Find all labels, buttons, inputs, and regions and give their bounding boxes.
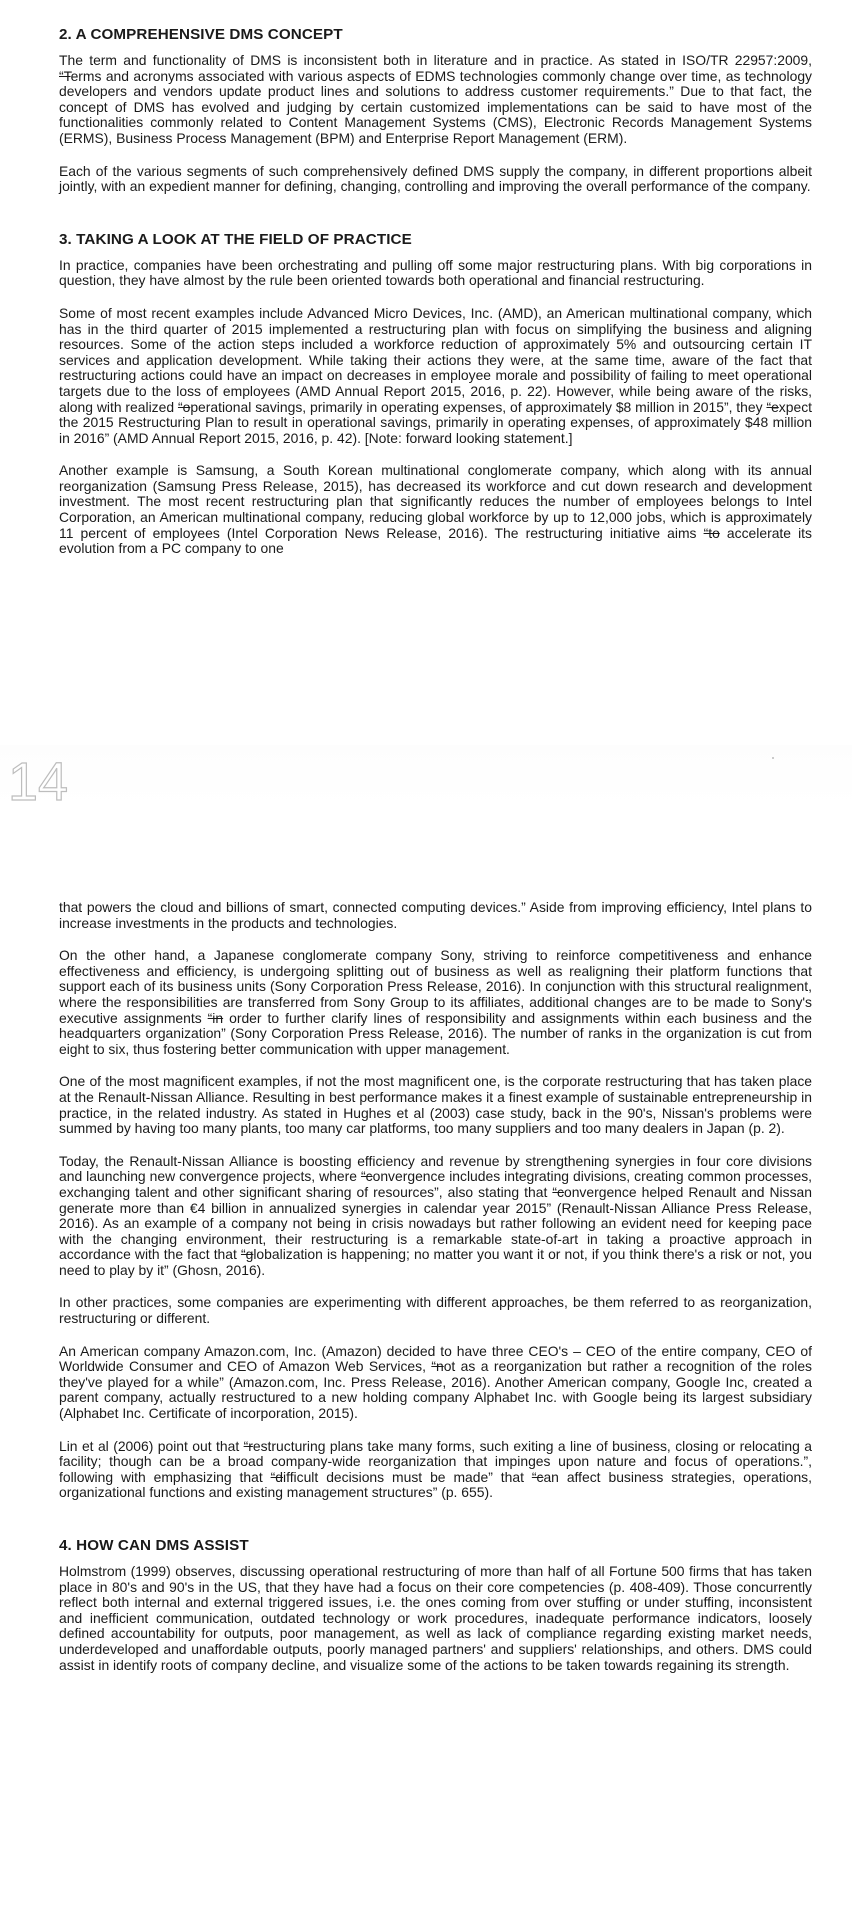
document-page-bottom bbox=[0, 900, 852, 1920]
section-3-paragraph-4: that powers the cloud and billions of smart, connected computing devices.” Aside from improving efficiency, Intel plans to increase investments in the products and technologies. bbox=[59, 899, 812, 931]
section-3-paragraph-6: One of the most magnificent examples, if not the most magnificent one, is the corporate restructuring that has taken place at the Renault-Nissan Alliance. Resulting in best performance makes it a finest example of sustainable entrepreneurship in practice, in the related industry. As stated in Hughes et al (2003) case study, back in the 90's, Nissan's problems were summed by having too many plants, too many car platforms, too many suppliers and too many dealers in Japan (p. 2). bbox=[59, 1073, 812, 1137]
section-3-paragraph-8: In other practices, some companies are experimenting with different approaches, be them referred to as reorganization, restructuring or different. bbox=[59, 1294, 812, 1327]
section-3-paragraph-1: In practice, companies have been orchestrating and pulling off some major restructuring plans. With big corporations in question, they have almost by the rule been oriented towards both operational and financial restructuring. bbox=[59, 256, 812, 289]
section-4-paragraph-1: Holmstrom (1999) observes, discussing operational restructuring of more than half of all Fortune 500 firms that has taken place in 80's and 90's in the US, that they have had a focus on their core competencies (p. 408-409). Those concurrently reflect both internal and external triggered issues, i.e. the ones coming from over stuffing or under stuffing, inconsistent and inefficient communication, outdated technology or work procedures, inadequate performance indicators, loosely defined accountability for outputs, poor management, as well as lack of compliance regarding existing market needs, underdeveloped and unaffordable outputs, poorly managed partners' and suppliers' relationships, and others. DMS could assist in identify roots of company decline, and visualize some of the actions to be taken towards regaining its strength. bbox=[59, 1563, 812, 1673]
section-3-paragraph-10: Lin et al (2006) point out that “restructuring plans take many forms, such exiting a line of business, closing or relocating a facility; though can be a broad company-wide reorganization that impinges upon nature and focus of operations.”, following with emphasizing that “difficult decisions must be made” that “can affect business strategies, operations, organizational functions and existing management structures” (p. 655). bbox=[59, 1437, 812, 1501]
section-2-paragraph-1: The term and functionality of DMS is inconsistent both in literature and in practice. As stated in ISO/TR 22957:2009, “Terms and acronyms associated with various aspects of EDMS technologies commonly change over time, as technology developers and vendors update product lines and solutions to address customer requirements.” Due to that fact, the concept of DMS has evolved and judging by certain customized implementations can be said to have most of the functionalities commonly related to Content Management Systems (CMS), Electronic Records Management Systems (ERMS), Business Process Management (BPM) and Enterprise Report Management (ERM). bbox=[59, 52, 812, 146]
page-bottom-content bbox=[59, 900, 812, 1690]
section-2-heading: 2. A COMPREHENSIVE DMS CONCEPT bbox=[59, 26, 343, 43]
section-3-paragraph-9: An American company Amazon.com, Inc. (Amazon) decided to have three CEO's – CEO of the entire company, CEO of Worldwide Consumer and CEO of Amazon Web Services, “not as a reorganization but rather a recognition of the roles they've played for a while” (Amazon.com, Inc. Press Release, 2016). Another American company, Google Inc, created a parent company, actually restructured to a new holding company Alphabet Inc. with Google being its largest subsidiary (Alphabet Inc. Certificate of incorporation, 2015). bbox=[59, 1342, 812, 1422]
document-page-top bbox=[0, 0, 852, 745]
section-2-paragraph-2: Each of the various segments of such comprehensively defined DMS supply the company, in different proportions albeit jointly, with an expedient manner for defining, changing, controlling and improving the overall performance of the company. bbox=[59, 162, 812, 195]
section-4-heading: 4. HOW CAN DMS ASSIST bbox=[59, 1537, 249, 1554]
page-top-content bbox=[59, 26, 812, 574]
page-number: 14 bbox=[8, 752, 69, 812]
scan-dot bbox=[772, 757, 774, 759]
section-3-heading: 3. TAKING A LOOK AT THE FIELD OF PRACTICE bbox=[59, 230, 412, 248]
section-3-paragraph-5: On the other hand, a Japanese conglomerate company Sony, striving to reinforce competitiveness and enhance effectiveness and efficiency, is undergoing splitting out of business as well as realigning their platform functions that support each of its business units (Sony Corporation Press Release, 2016). In conjunction with this structural realignment, where the responsibilities are transferred from Sony Group to its affiliates, additional changes are to be made to Sony's executive assignments “in order to further clarify lines of responsibility and assignments within each business and the headquarters organization” (Sony Corporation Press Release, 2016). The number of ranks in the organization is cut from eight to six, thus fostering better communication with upper management. bbox=[59, 947, 812, 1057]
section-3-paragraph-3: Another example is Samsung, a South Korean multinational conglomerate company, which along with its annual reorganization (Samsung Press Release, 2015), has decreased its workforce and cut down research and development investment. The most recent restructuring plan that significantly reduces the number of employees belongs to Intel Corporation, an American multinational company, reducing global workforce by up to 12,000 jobs, which is approximately 11 percent of employees (Intel Corporation News Release, 2016). The restructuring initiative aims “to accelerate its evolution from a PC company to one bbox=[59, 462, 812, 557]
section-3-paragraph-7: Today, the Renault-Nissan Alliance is boosting efficiency and revenue by strengthening synergies in four core divisions and launching new convergence projects, where “convergence includes integrating divisions, creating common processes, exchanging talent and other significant sharing of resources”, also stating that “convergence helped Renault and Nissan generate more than €4 billion in annualized synergies in calendar year 2015” (Renault-Nissan Alliance Press Release, 2016). As an example of a company not being in crisis nowadays but rather following an evident need for keeping pace with the changing environment, their restructuring is a remarkable state-of-art in taking a proactive approach in accordance with the fact that “globalization is happening; no matter you want it or not, if you think there's a risk or not, you need to play by it” (Ghosn, 2016). bbox=[59, 1152, 813, 1278]
section-3-paragraph-2: Some of most recent examples include Advanced Micro Devices, Inc. (AMD), an American multinational company, which has in the third quarter of 2015 implemented a restructuring plan with focus on simplifying the business and aligning resources. Some of the action steps included a workforce reduction of approximately 5% and outsourcing certain IT services and application development. While taking their actions they were, at the same time, aware of the fact that restructuring actions could have an impact on decreases in employee morale and possibility of failing to meet operational targets due to the loss of employees (AMD Annual Report 2015, 2016, p. 22). However, while being aware of the risks, along with realized “operational savings, primarily in operating expenses, of approximately $8 million in 2015”, they “expect the 2015 Restructuring Plan to result in operational savings, primarily in operating expenses, of approximately $48 million in 2016” (AMD Annual Report 2015, 2016, p. 42). [Note: forward looking statement.] bbox=[59, 304, 812, 446]
page-break bbox=[0, 745, 852, 900]
